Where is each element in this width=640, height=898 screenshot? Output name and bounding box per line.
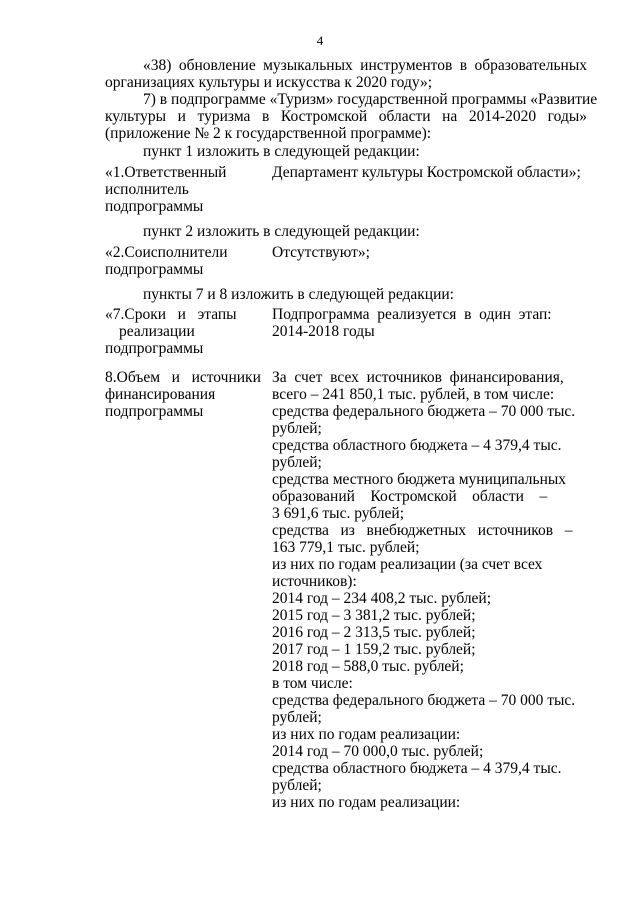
item2-label-line: подпрограммы (105, 261, 204, 278)
item8-value-line: средства из внебюджетных источников – (272, 522, 573, 539)
item1-value-line: Департамент культуры Костромской области»; (272, 164, 581, 181)
item7-label-line: подпрограммы (105, 340, 204, 357)
item7-value-line: 2014-2018 годы (272, 323, 375, 340)
intro-line-3: 7) в подпрограмме «Туризм» государственной программы «Развитие (143, 91, 598, 108)
item8-value-line: 3 691,6 тыс. рублей; (272, 505, 404, 522)
item8-value-line: 2016 год – 2 313,5 тыс. рублей; (272, 624, 476, 641)
item8-value-line: 2018 год – 588,0 тыс. рублей; (272, 658, 464, 675)
item2-value (272, 244, 580, 261)
item8-value-line: средства местного бюджета муниципальных (272, 471, 567, 488)
item2-instruction: пункт 2 изложить в следующей редакции: (143, 223, 420, 240)
intro-line-2: организациях культуры и искусства к 2020 году»; (105, 74, 433, 91)
item8-value-line: 2015 год – 3 381,2 тыс. рублей; (272, 607, 476, 624)
intro-line-5: (приложение № 2 к государственной программе): (105, 125, 432, 142)
item1-label (105, 164, 263, 215)
item8-value-line: рублей; (272, 777, 322, 794)
item7-label-line: «7.Сроки и этапы (105, 306, 237, 323)
intro-line-4: культуры и туризма в Костромской области на 2014-2020 годы» (105, 108, 587, 125)
item8-label (105, 369, 263, 420)
item8-value-line: из них по годам реализации: (272, 794, 461, 811)
intro-line-1: «38) обновление музыкальных инструментов в образовательных (143, 57, 587, 74)
item8-value-line: из них по годам реализации (за счет всех (272, 556, 543, 573)
item8-label-line: 8.Объем и источники (105, 369, 261, 386)
item7-value-line: Подпрограмма реализуется в один этап: (272, 306, 552, 323)
page-number: 4 (316, 33, 324, 48)
item8-value-line: средства федерального бюджета – 70 000 тыс. (272, 403, 576, 420)
item2-value-line: Отсутствуют»; (272, 244, 370, 261)
item1-instruction: пункт 1 изложить в следующей редакции: (143, 143, 420, 160)
item1-label-line: «1.Ответственный (105, 164, 227, 181)
item8-value-line: средства областного бюджета – 4 379,4 тыс. (272, 437, 562, 454)
item8-value-line: 163 779,1 тыс. рублей; (272, 539, 420, 556)
item7-label-line: реализации (119, 323, 195, 340)
item7-value (272, 306, 580, 340)
item8-label-line: финансирования (105, 386, 216, 403)
item8-value-line: средства областного бюджета – 4 379,4 тыс. (272, 760, 562, 777)
item78-instruction: пункты 7 и 8 изложить в следующей редакции: (143, 286, 454, 303)
item1-label-line: подпрограммы (105, 198, 204, 215)
item8-value-line: средства федерального бюджета – 70 000 тыс. (272, 692, 576, 709)
item7-label (105, 306, 263, 357)
item8-value-line: За счет всех источников финансирования, (272, 369, 564, 386)
item8-value-line: источников): (272, 573, 357, 590)
item8-value-line: в том числе: (272, 675, 353, 692)
item2-label-line: «2.Соисполнители (105, 244, 228, 261)
item8-value-line: из них по годам реализации: (272, 726, 461, 743)
item8-value (272, 369, 580, 811)
item8-value-line: рублей; (272, 420, 322, 437)
intro-paragraph (105, 57, 598, 142)
item8-value-line: 2014 год – 234 408,2 тыс. рублей; (272, 590, 492, 607)
item8-value-line: всего – 241 850,1 тыс. рублей, в том числе: (272, 386, 555, 403)
item8-value-line: образований Костромской области – (272, 488, 548, 505)
item8-value-line: рублей; (272, 709, 322, 726)
item1-value (272, 164, 580, 181)
item8-value-line: 2014 год – 70 000,0 тыс. рублей; (272, 743, 484, 760)
item8-value-line: рублей; (272, 454, 322, 471)
item1-label-line: исполнитель (105, 181, 189, 198)
item8-value-line: 2017 год – 1 159,2 тыс. рублей; (272, 641, 476, 658)
item2-label (105, 244, 263, 278)
item8-label-line: подпрограммы (105, 403, 204, 420)
